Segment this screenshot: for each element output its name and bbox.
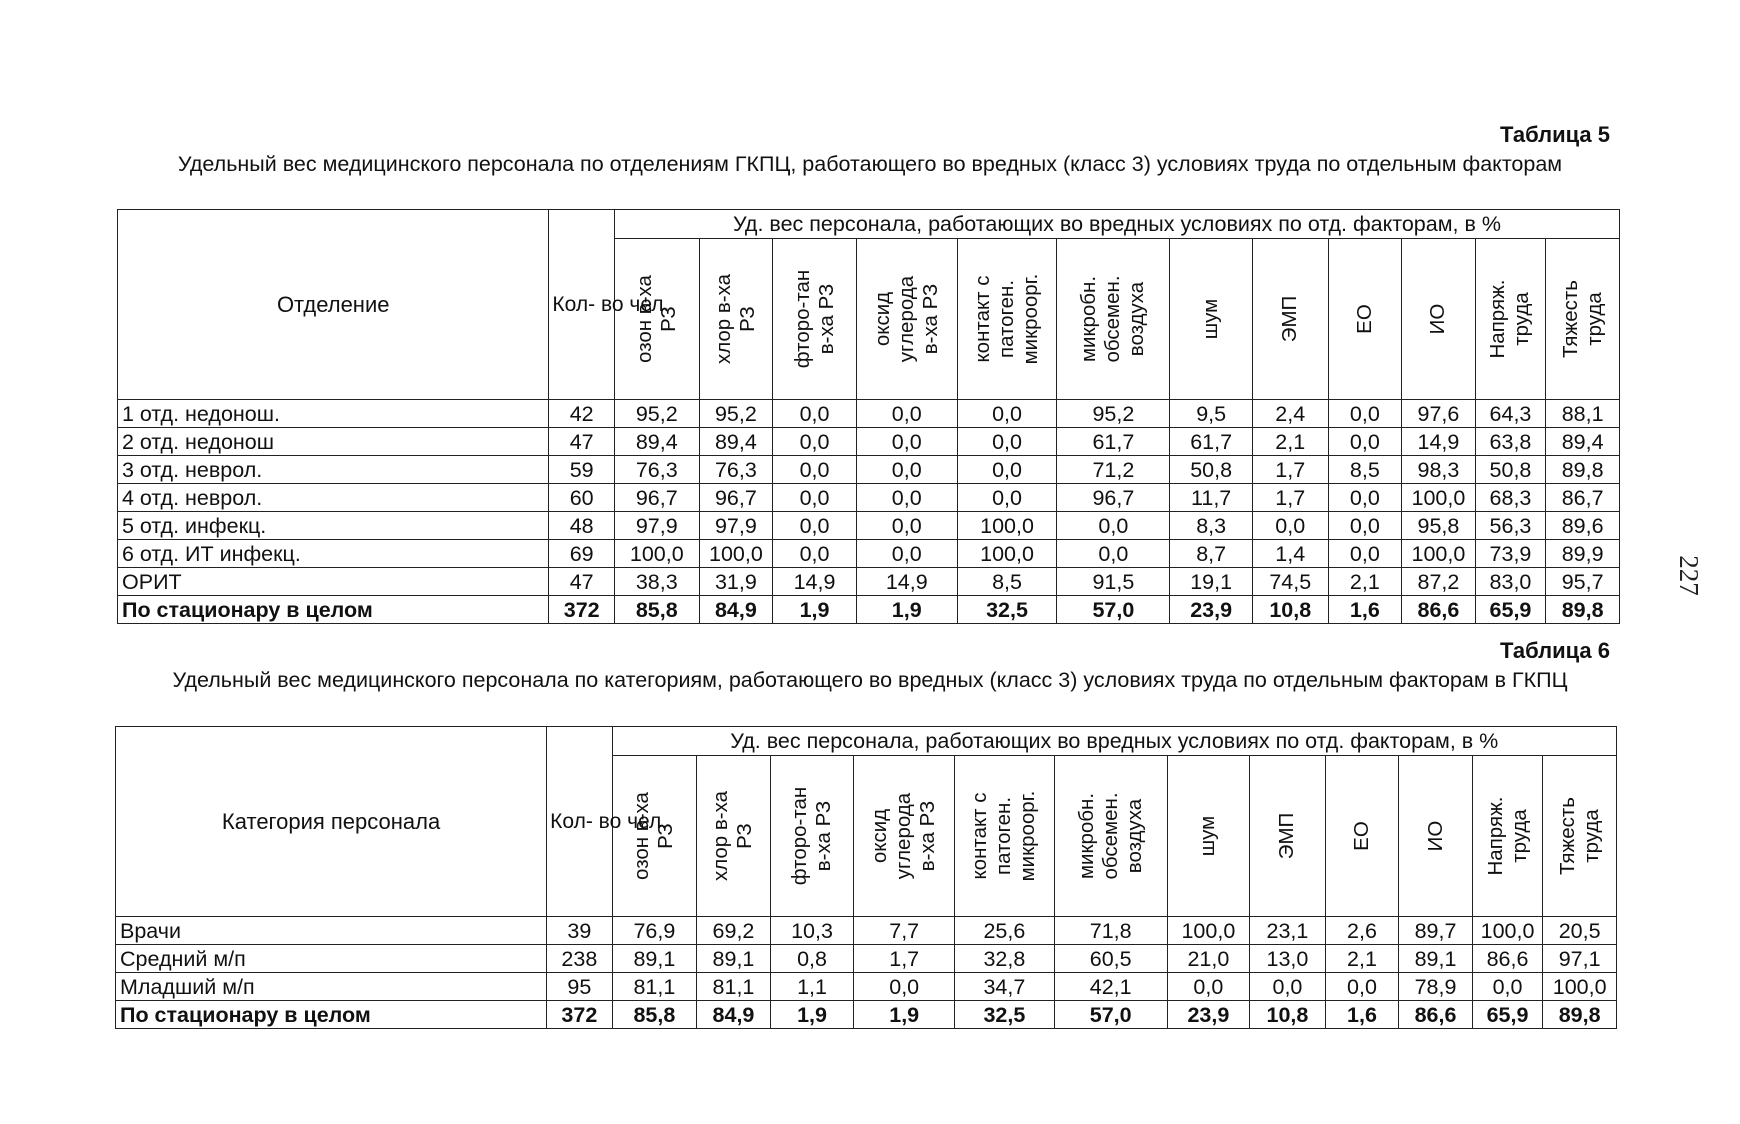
total-row [118,596,1620,624]
cell-value: 21,0 [1167,945,1250,973]
factor-header-label: фторо-тан в-ха РЗ [790,269,838,369]
factor-header-label: хлор в-ха РЗ [709,790,757,882]
cell-value: 81,1 [697,973,771,1001]
cell-value: 95,2 [699,400,773,428]
table6 [115,726,1617,1029]
table-row [118,428,1620,456]
factor-header-label: шум [1199,298,1223,340]
cell-value: 14,9 [773,568,857,596]
cell-value: 95,2 [1057,400,1170,428]
cell-value: 8,5 [957,568,1057,596]
factor-header-label: ИО [1423,820,1447,852]
cell-value: 2,6 [1325,917,1399,945]
cell-value: 0,0 [957,400,1057,428]
factor-header-label: Напряж. труда [1483,796,1531,876]
cell-value: 89,8 [1543,1001,1617,1029]
cell-value: 76,3 [614,456,699,484]
cell-value: 1,7 [1252,484,1328,512]
cell-value: 100,0 [1472,917,1543,945]
cell-value: 7,7 [854,917,955,945]
factor-header-label: фторо-тан в-ха РЗ [788,786,836,886]
page-number: 227 [1673,555,1704,596]
cell-value: 32,5 [957,596,1057,624]
cell-value: 71,8 [1054,917,1167,945]
factor-header-label: озон в-ха РЗ [632,275,680,363]
cell-value: 32,5 [955,1001,1055,1029]
cell-value: 89,7 [1399,917,1473,945]
cell-value: 1,4 [1252,540,1328,568]
cell-value: 89,1 [1399,945,1473,973]
factor-header [1252,239,1328,400]
cell-value: 0,0 [856,484,957,512]
cell-value: 57,0 [1057,596,1170,624]
cell-value: 0,0 [773,456,857,484]
cell-value: 0,0 [1325,973,1399,1001]
row-name: Младший м/п [116,973,547,1001]
cell-value: 1,7 [854,945,955,973]
row-count: 47 [549,428,615,456]
cell-value: 2,1 [1252,428,1328,456]
cell-value: 20,5 [1543,917,1617,945]
cell-value: 89,4 [1546,428,1620,456]
factor-header [1475,239,1546,400]
cell-value: 100,0 [1543,973,1617,1001]
factor-header [955,756,1055,917]
factor-header [770,756,854,917]
cell-value: 0,0 [1328,540,1402,568]
cell-value: 25,6 [955,917,1055,945]
cell-value: 89,8 [1546,456,1620,484]
factor-group-header: Уд. вес персонала, работающих во вредных условиях по отд. факторам, в % [612,727,1616,756]
cell-value: 98,3 [1402,456,1476,484]
row-count: 39 [547,917,612,945]
row-name: По стационару в целом [118,596,549,624]
cell-value: 95,7 [1546,568,1620,596]
factor-header-label: Напряж. труда [1486,279,1534,359]
table-row [118,484,1620,512]
cell-value: 2,4 [1252,400,1328,428]
cell-value: 83,0 [1475,568,1546,596]
cell-value: 89,6 [1546,512,1620,540]
cell-value: 96,7 [1057,484,1170,512]
cell-value: 2,1 [1328,568,1402,596]
cell-value: 0,0 [856,456,957,484]
cell-value: 64,3 [1475,400,1546,428]
cell-value: 97,1 [1543,945,1617,973]
header-row [118,210,1620,239]
cell-value: 0,0 [773,428,857,456]
cell-value: 74,5 [1252,568,1328,596]
cell-value: 1,6 [1328,596,1402,624]
cell-value: 0,0 [856,400,957,428]
cell-value: 100,0 [1167,917,1250,945]
cell-value: 89,4 [614,428,699,456]
table-row [116,973,1617,1001]
cell-value: 1,7 [1252,456,1328,484]
row-count: 372 [549,596,615,624]
cell-value: 65,9 [1472,1001,1543,1029]
count-header: Кол- во чел. [549,210,615,400]
row-name: 3 отд. неврол. [118,456,549,484]
factor-header [1328,239,1402,400]
cell-value: 9,5 [1170,400,1253,428]
cell-value: 0,0 [957,456,1057,484]
factor-header [1167,756,1250,917]
cell-value: 85,8 [612,1001,697,1029]
factor-header-label: ЭМП [1275,812,1299,860]
cell-value: 71,2 [1057,456,1170,484]
cell-value: 50,8 [1475,456,1546,484]
cell-value: 0,0 [1167,973,1250,1001]
cell-value: 73,9 [1475,540,1546,568]
factor-header-label: микробн. обсемен. воздуха [1074,792,1146,880]
cell-value: 89,9 [1546,540,1620,568]
cell-value: 8,7 [1170,540,1253,568]
factor-header [957,239,1057,400]
cell-value: 76,3 [699,456,773,484]
cell-value: 89,4 [699,428,773,456]
row-count: 60 [549,484,615,512]
cell-value: 38,3 [614,568,699,596]
cell-value: 0,0 [773,400,857,428]
cell-value: 65,9 [1475,596,1546,624]
factor-header-label: ЕО [1349,821,1373,851]
cell-value: 23,9 [1170,596,1253,624]
total-row [116,1001,1617,1029]
factor-header-label: озон в-ха РЗ [630,792,678,880]
factor-header-label: ЭМП [1278,295,1302,343]
cell-value: 1,1 [770,973,854,1001]
factor-header-label: микробн. обсемен. воздуха [1077,275,1149,363]
cell-value: 86,6 [1472,945,1543,973]
cell-value: 86,7 [1546,484,1620,512]
factor-header [1399,756,1473,917]
cell-value: 97,6 [1402,400,1476,428]
cell-value: 96,7 [699,484,773,512]
cell-value: 1,9 [770,1001,854,1029]
factor-header-label: шум [1196,815,1220,857]
cell-value: 42,1 [1054,973,1167,1001]
cell-value: 1,9 [856,596,957,624]
row-name: 6 отд. ИТ инфекц. [118,540,549,568]
cell-value: 81,1 [612,973,697,1001]
cell-value: 0,0 [957,428,1057,456]
cell-value: 0,0 [1328,512,1402,540]
factor-header-label: хлор в-ха РЗ [711,273,759,365]
table5 [117,209,1620,624]
cell-value: 0,0 [1057,540,1170,568]
factor-header [1057,239,1170,400]
cell-value: 91,5 [1057,568,1170,596]
cell-value: 100,0 [957,540,1057,568]
cell-value: 76,9 [612,917,697,945]
cell-value: 100,0 [1402,484,1476,512]
row-count: 59 [549,456,615,484]
factor-header-label: контакт с патоген. микроорг. [968,790,1040,882]
cell-value: 1,9 [773,596,857,624]
table6-title: Удельный вес медицинского персонала по категориям, работающего во вредных (класс 3) условиях труда по отдельным факторам в ГКПЦ [172,668,1568,692]
cell-value: 1,6 [1325,1001,1399,1029]
cell-value: 89,1 [697,945,771,973]
cell-value: 11,7 [1170,484,1253,512]
factor-header-label: оксид углерода в-ха РЗ [870,275,942,363]
row-count: 47 [549,568,615,596]
row-count: 69 [549,540,615,568]
cell-value: 32,8 [955,945,1055,973]
cell-value: 69,2 [697,917,771,945]
row-count: 238 [547,945,612,973]
cell-value: 0,0 [957,484,1057,512]
cell-value: 8,3 [1170,512,1253,540]
row-count: 372 [547,1001,612,1029]
row-name: 2 отд. недонош [118,428,549,456]
cell-value: 78,9 [1399,973,1473,1001]
table5-number: Таблица 5 [1499,122,1610,147]
cell-value: 95,2 [614,400,699,428]
table-row [118,512,1620,540]
cell-value: 1,9 [854,1001,955,1029]
cell-value: 0,0 [1328,484,1402,512]
factor-header-label: Тяжесть труда [1558,280,1606,358]
factor-header [612,756,697,917]
table-row [116,917,1617,945]
cell-value: 61,7 [1170,428,1253,456]
cell-value: 0,0 [856,512,957,540]
row-name: 4 отд. неврол. [118,484,549,512]
factor-header-label: ЕО [1352,304,1376,334]
cell-value: 31,9 [699,568,773,596]
table-row [118,456,1620,484]
cell-value: 0,0 [773,512,857,540]
factor-header [1250,756,1326,917]
table-row [118,568,1620,596]
cell-value: 68,3 [1475,484,1546,512]
row-count: 42 [549,400,615,428]
cell-value: 0,0 [773,484,857,512]
factor-header [1325,756,1399,917]
cell-value: 13,0 [1250,945,1326,973]
row-name: ОРИТ [118,568,549,596]
factor-header [1546,239,1620,400]
cell-value: 84,9 [699,596,773,624]
factor-header [1472,756,1543,917]
cell-value: 14,9 [1402,428,1476,456]
cell-value: 84,9 [697,1001,771,1029]
cell-value: 0,0 [856,428,957,456]
table6-number: Таблица 6 [1499,638,1610,663]
cell-value: 10,8 [1252,596,1328,624]
cell-value: 0,0 [1057,512,1170,540]
cell-value: 0,0 [773,540,857,568]
factor-header [856,239,957,400]
factor-header [773,239,857,400]
cell-value: 14,9 [856,568,957,596]
cell-value: 63,8 [1475,428,1546,456]
cell-value: 50,8 [1170,456,1253,484]
first-col-header: Отделение [118,210,549,400]
cell-value: 100,0 [1402,540,1476,568]
cell-value: 0,0 [1252,512,1328,540]
factor-header [614,239,699,400]
cell-value: 88,1 [1546,400,1620,428]
cell-value: 100,0 [957,512,1057,540]
factor-header-label: ИО [1426,303,1450,335]
cell-value: 10,8 [1250,1001,1326,1029]
cell-value: 23,9 [1167,1001,1250,1029]
table-row [116,945,1617,973]
cell-value: 86,6 [1399,1001,1473,1029]
cell-value: 0,0 [1250,973,1326,1001]
factor-header [1402,239,1476,400]
cell-value: 97,9 [614,512,699,540]
cell-value: 34,7 [955,973,1055,1001]
cell-value: 23,1 [1250,917,1326,945]
row-count: 48 [549,512,615,540]
factor-header [854,756,955,917]
cell-value: 0,0 [1328,400,1402,428]
table5-title: Удельный вес медицинского персонала по отделениям ГКПЦ, работающего во вредных (класс 3) условиях труда по отдельным факторам [177,152,1563,176]
cell-value: 85,8 [614,596,699,624]
factor-header [1054,756,1167,917]
header-row [116,727,1617,756]
cell-value: 60,5 [1054,945,1167,973]
count-header: Кол- во чел. [547,727,612,917]
row-name: По стационару в целом [116,1001,547,1029]
cell-value: 89,1 [612,945,697,973]
cell-value: 57,0 [1054,1001,1167,1029]
factor-group-header: Уд. вес персонала, работающих во вредных условиях по отд. факторам, в % [614,210,1619,239]
cell-value: 87,2 [1402,568,1476,596]
row-name: Врачи [116,917,547,945]
row-count: 95 [547,973,612,1001]
cell-value: 96,7 [614,484,699,512]
cell-value: 0,0 [1472,973,1543,1001]
cell-value: 0,0 [1328,428,1402,456]
factor-header-label: контакт с патоген. микроорг. [971,273,1043,365]
cell-value: 97,9 [699,512,773,540]
row-name: Средний м/п [116,945,547,973]
cell-value: 19,1 [1170,568,1253,596]
table-row [118,540,1620,568]
cell-value: 100,0 [699,540,773,568]
row-name: 1 отд. недонош. [118,400,549,428]
first-col-header: Категория персонала [116,727,547,917]
factor-header [1543,756,1617,917]
cell-value: 2,1 [1325,945,1399,973]
cell-value: 61,7 [1057,428,1170,456]
factor-header [1170,239,1253,400]
cell-value: 10,3 [770,917,854,945]
cell-value: 100,0 [614,540,699,568]
factor-header [697,756,771,917]
cell-value: 8,5 [1328,456,1402,484]
table-row [118,400,1620,428]
factor-header-label: оксид углерода в-ха РЗ [868,792,940,880]
cell-value: 89,8 [1546,596,1620,624]
cell-value: 0,0 [854,973,955,1001]
factor-header-label: Тяжесть труда [1555,797,1603,875]
cell-value: 86,6 [1402,596,1476,624]
cell-value: 56,3 [1475,512,1546,540]
cell-value: 0,8 [770,945,854,973]
cell-value: 0,0 [856,540,957,568]
factor-header [699,239,773,400]
row-name: 5 отд. инфекц. [118,512,549,540]
cell-value: 95,8 [1402,512,1476,540]
